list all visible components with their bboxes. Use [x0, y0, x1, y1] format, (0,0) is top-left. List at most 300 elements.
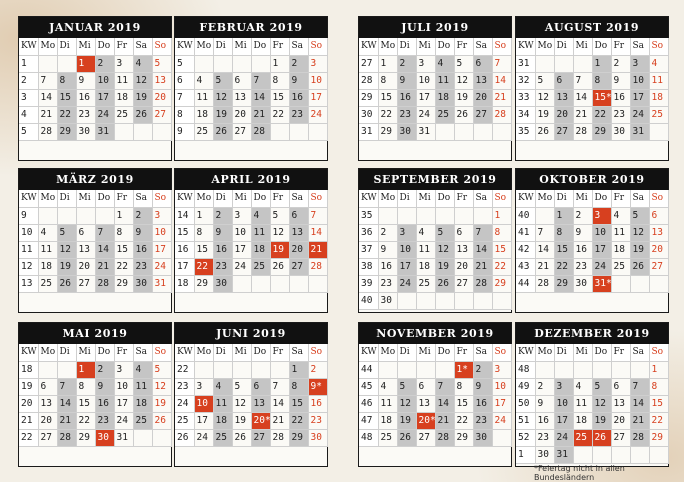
weekday-header: Mo — [378, 190, 397, 207]
week-row — [359, 361, 511, 378]
day-cell: 10 — [416, 72, 435, 89]
week-row — [175, 55, 327, 72]
day-cell: 1 — [76, 361, 95, 378]
week-row — [175, 106, 327, 123]
month-title: APRIL 2019 — [175, 169, 327, 190]
day-cell: 20 — [289, 241, 308, 258]
week-number: 18 — [175, 275, 194, 292]
day-cell: 26 — [270, 258, 289, 275]
weekday-header: So — [492, 38, 511, 55]
day-cell: 29 — [194, 275, 213, 292]
week-number: 31 — [516, 55, 535, 72]
week-number: 22 — [19, 429, 38, 446]
day-cell: 21 — [535, 258, 554, 275]
week-row — [19, 207, 171, 224]
day-cell: 20 — [473, 89, 492, 106]
day-cell: 16 — [378, 258, 397, 275]
day-cell: 21 — [573, 106, 592, 123]
month-table — [359, 344, 512, 447]
day-cell: 13 — [611, 395, 630, 412]
day-cell: 10 — [592, 224, 611, 241]
empty-day-cell — [57, 55, 76, 72]
day-cell: 17 — [114, 395, 133, 412]
day-cell: 15 — [554, 241, 573, 258]
day-cell: 20 — [152, 89, 171, 106]
empty-day-cell — [473, 123, 492, 140]
weekday-header: KW — [359, 38, 378, 55]
weekday-header: Sa — [630, 38, 649, 55]
day-cell: 17 — [630, 89, 649, 106]
day-cell: 20* — [251, 412, 270, 429]
week-number: 48 — [359, 429, 378, 446]
empty-day-cell — [416, 207, 435, 224]
day-cell: 19 — [630, 241, 649, 258]
day-cell: 7 — [535, 224, 554, 241]
day-cell: 2 — [213, 207, 232, 224]
weekday-header: Do — [251, 344, 270, 361]
day-cell: 5 — [535, 72, 554, 89]
week-row — [359, 275, 511, 292]
day-cell: 12 — [592, 395, 611, 412]
day-cell: 21 — [270, 412, 289, 429]
week-number: 47 — [359, 412, 378, 429]
day-cell: 29 — [592, 123, 611, 140]
day-cell: 16 — [289, 89, 308, 106]
week-row — [175, 361, 327, 378]
day-cell: 9 — [76, 72, 95, 89]
weekday-header: Mi — [573, 38, 592, 55]
day-cell: 31 — [95, 123, 114, 140]
day-cell: 5 — [630, 207, 649, 224]
week-number: 30 — [359, 106, 378, 123]
day-cell: 30 — [76, 123, 95, 140]
day-cell: 5 — [57, 224, 76, 241]
day-cell: 9 — [611, 72, 630, 89]
week-number: 43 — [516, 258, 535, 275]
weekday-header: Mi — [76, 38, 95, 55]
empty-day-cell — [152, 123, 171, 140]
empty-day-cell — [152, 429, 171, 446]
week-number: 11 — [19, 241, 38, 258]
day-cell: 2 — [95, 361, 114, 378]
weekday-header: Mo — [194, 38, 213, 55]
day-cell: 14 — [473, 241, 492, 258]
day-cell: 28 — [573, 123, 592, 140]
week-row — [359, 429, 511, 446]
day-cell: 4 — [194, 72, 213, 89]
day-cell: 15* — [592, 89, 611, 106]
month-title: DEZEMBER 2019 — [516, 323, 668, 344]
day-cell: 24 — [194, 429, 213, 446]
month-8 — [18, 322, 172, 467]
empty-day-cell — [416, 292, 435, 309]
day-cell: 30 — [95, 429, 114, 446]
day-cell: 15 — [270, 89, 289, 106]
weekday-header: So — [308, 38, 327, 55]
day-cell: 1 — [492, 207, 511, 224]
weekday-header: Mo — [38, 38, 57, 55]
day-cell: 11 — [133, 378, 152, 395]
week-number: 9 — [175, 123, 194, 140]
empty-day-cell — [232, 361, 251, 378]
day-cell: 9 — [473, 378, 492, 395]
empty-day-cell — [611, 446, 630, 463]
empty-day-cell — [251, 275, 270, 292]
weekday-header: Do — [435, 190, 454, 207]
day-cell: 23 — [76, 106, 95, 123]
day-cell: 22 — [454, 412, 473, 429]
week-row — [516, 55, 668, 72]
day-cell: 21 — [492, 89, 511, 106]
weekday-header: Fr — [114, 38, 133, 55]
day-cell: 25 — [114, 106, 133, 123]
week-number: 16 — [175, 241, 194, 258]
day-cell: 27 — [649, 258, 668, 275]
day-cell: 23 — [289, 106, 308, 123]
day-cell: 22 — [76, 412, 95, 429]
weekday-header: Sa — [133, 38, 152, 55]
weekday-header: Do — [592, 190, 611, 207]
week-row — [516, 207, 668, 224]
day-cell: 11 — [649, 72, 668, 89]
week-row — [516, 106, 668, 123]
day-cell: 30 — [133, 275, 152, 292]
month-7 — [515, 168, 669, 313]
week-row — [516, 123, 668, 140]
day-cell: 29 — [649, 429, 668, 446]
month-title: AUGUST 2019 — [516, 17, 668, 38]
day-cell: 5 — [152, 361, 171, 378]
week-number: 29 — [359, 89, 378, 106]
day-cell: 13 — [454, 241, 473, 258]
day-cell: 23 — [213, 258, 232, 275]
week-row — [175, 412, 327, 429]
empty-day-cell — [535, 55, 554, 72]
day-cell: 25 — [133, 412, 152, 429]
week-row — [175, 207, 327, 224]
weekday-header: Do — [592, 344, 611, 361]
empty-day-cell — [416, 361, 435, 378]
day-cell: 22 — [194, 258, 213, 275]
day-cell: 26 — [630, 258, 649, 275]
weekday-header: Fr — [454, 38, 473, 55]
day-cell: 23 — [473, 412, 492, 429]
day-cell: 18 — [649, 89, 668, 106]
day-cell: 30 — [535, 446, 554, 463]
day-cell: 4 — [378, 378, 397, 395]
day-cell: 25 — [649, 106, 668, 123]
week-row — [516, 224, 668, 241]
day-cell: 11 — [114, 72, 133, 89]
day-cell: 21 — [95, 258, 114, 275]
day-cell: 20 — [454, 258, 473, 275]
day-cell: 2 — [473, 361, 492, 378]
day-cell: 18 — [435, 89, 454, 106]
day-cell: 2 — [611, 55, 630, 72]
empty-day-cell — [38, 207, 57, 224]
day-cell: 26 — [435, 275, 454, 292]
day-cell: 5 — [397, 378, 416, 395]
empty-day-cell — [573, 55, 592, 72]
day-cell: 29 — [289, 429, 308, 446]
empty-day-cell — [38, 55, 57, 72]
empty-day-cell — [397, 361, 416, 378]
day-cell: 29 — [554, 275, 573, 292]
week-row — [359, 412, 511, 429]
day-cell: 13 — [38, 395, 57, 412]
week-number: 32 — [516, 72, 535, 89]
day-cell: 19 — [57, 258, 76, 275]
empty-day-cell — [308, 123, 327, 140]
weekday-header: Mi — [573, 344, 592, 361]
day-cell: 23 — [535, 429, 554, 446]
day-cell: 3 — [232, 207, 251, 224]
week-row — [175, 429, 327, 446]
day-cell: 4 — [435, 55, 454, 72]
week-row — [516, 72, 668, 89]
month-3 — [515, 16, 669, 161]
day-cell: 5 — [232, 378, 251, 395]
day-cell: 31 — [416, 123, 435, 140]
day-cell: 6 — [416, 378, 435, 395]
weekday-header: Di — [554, 344, 573, 361]
weekday-header: Fr — [114, 190, 133, 207]
day-cell: 19 — [270, 241, 289, 258]
week-number: 6 — [175, 72, 194, 89]
week-number: 40 — [516, 207, 535, 224]
day-cell: 24 — [492, 412, 511, 429]
day-cell: 12 — [454, 72, 473, 89]
day-cell: 2 — [573, 207, 592, 224]
week-number: 25 — [175, 412, 194, 429]
weekday-header: Fr — [454, 344, 473, 361]
day-cell: 13 — [649, 224, 668, 241]
day-cell: 7 — [435, 378, 454, 395]
week-row — [19, 224, 171, 241]
day-cell: 15 — [289, 395, 308, 412]
day-cell: 28 — [38, 123, 57, 140]
footnote: *Feiertag nicht in allen Bundesländern — [534, 464, 625, 482]
day-cell: 15 — [76, 395, 95, 412]
day-cell: 17 — [554, 412, 573, 429]
day-cell: 18 — [573, 412, 592, 429]
day-cell: 7 — [573, 72, 592, 89]
weekday-header: Do — [95, 344, 114, 361]
day-cell: 17 — [95, 89, 114, 106]
day-cell: 3 — [554, 378, 573, 395]
day-cell: 6 — [289, 207, 308, 224]
day-cell: 20 — [554, 106, 573, 123]
week-row — [175, 123, 327, 140]
weekday-header: Do — [251, 38, 270, 55]
day-cell: 19 — [152, 395, 171, 412]
day-cell: 27 — [152, 106, 171, 123]
week-row — [516, 446, 668, 463]
day-cell: 28 — [473, 275, 492, 292]
day-cell: 3 — [492, 361, 511, 378]
empty-day-cell — [592, 446, 611, 463]
day-cell: 18 — [114, 89, 133, 106]
day-cell: 16 — [611, 89, 630, 106]
day-cell: 16 — [473, 395, 492, 412]
day-cell: 5 — [270, 207, 289, 224]
day-cell: 26 — [213, 123, 232, 140]
day-cell: 12 — [57, 241, 76, 258]
day-cell: 31* — [592, 275, 611, 292]
day-cell: 11 — [213, 395, 232, 412]
week-row — [19, 429, 171, 446]
weekday-header: Mi — [76, 190, 95, 207]
day-cell: 24 — [95, 106, 114, 123]
week-row — [516, 275, 668, 292]
day-cell: 27 — [289, 258, 308, 275]
week-number: 48 — [516, 361, 535, 378]
week-number: 19 — [19, 378, 38, 395]
day-cell: 23 — [397, 106, 416, 123]
day-cell: 21 — [251, 106, 270, 123]
day-cell: 22 — [270, 106, 289, 123]
day-cell: 26 — [152, 412, 171, 429]
week-row — [516, 378, 668, 395]
day-cell: 10 — [194, 395, 213, 412]
empty-day-cell — [573, 446, 592, 463]
day-cell: 8 — [76, 378, 95, 395]
week-row — [175, 395, 327, 412]
day-cell: 6 — [38, 378, 57, 395]
day-cell: 31 — [630, 123, 649, 140]
day-cell: 2 — [397, 55, 416, 72]
day-cell: 7 — [38, 72, 57, 89]
day-cell: 26 — [454, 106, 473, 123]
week-number: 28 — [359, 72, 378, 89]
day-cell: 1 — [76, 55, 95, 72]
week-row — [19, 106, 171, 123]
empty-day-cell — [611, 275, 630, 292]
weekday-header: Mo — [378, 344, 397, 361]
day-cell: 6 — [554, 72, 573, 89]
day-cell: 31 — [554, 446, 573, 463]
day-cell: 12 — [397, 395, 416, 412]
week-number: 21 — [19, 412, 38, 429]
empty-day-cell — [454, 123, 473, 140]
empty-day-cell — [592, 361, 611, 378]
day-cell: 2 — [133, 207, 152, 224]
day-cell: 1 — [194, 207, 213, 224]
day-cell: 6 — [611, 378, 630, 395]
empty-day-cell — [57, 361, 76, 378]
weekday-header: KW — [516, 344, 535, 361]
month-title: JUNI 2019 — [175, 323, 327, 344]
day-cell: 4 — [251, 207, 270, 224]
day-cell: 2 — [308, 361, 327, 378]
weekday-header: Sa — [289, 190, 308, 207]
weekday-header: Fr — [454, 190, 473, 207]
day-cell: 12 — [133, 72, 152, 89]
day-cell: 17 — [397, 258, 416, 275]
day-cell: 10 — [492, 378, 511, 395]
day-cell: 12 — [270, 224, 289, 241]
day-cell: 2 — [378, 224, 397, 241]
day-cell: 24 — [308, 106, 327, 123]
empty-day-cell — [630, 275, 649, 292]
day-cell: 28 — [57, 429, 76, 446]
month-title: SEPTEMBER 2019 — [359, 169, 511, 190]
day-cell: 10 — [152, 224, 171, 241]
weekday-header: Sa — [473, 344, 492, 361]
day-cell: 25 — [194, 123, 213, 140]
week-row — [19, 55, 171, 72]
day-cell: 27 — [38, 429, 57, 446]
weekday-header: Mo — [38, 344, 57, 361]
empty-day-cell — [95, 207, 114, 224]
day-cell: 11 — [194, 89, 213, 106]
day-cell: 4 — [133, 55, 152, 72]
week-number: 38 — [359, 258, 378, 275]
week-number: 52 — [516, 429, 535, 446]
week-row — [175, 378, 327, 395]
day-cell: 14 — [57, 395, 76, 412]
weekday-header: Mi — [232, 344, 251, 361]
day-cell: 16 — [133, 241, 152, 258]
weekday-header: Fr — [270, 190, 289, 207]
day-cell: 27 — [232, 123, 251, 140]
empty-day-cell — [397, 207, 416, 224]
day-cell: 25 — [611, 258, 630, 275]
weekday-header: Di — [213, 190, 232, 207]
day-cell: 16 — [308, 395, 327, 412]
week-row — [19, 378, 171, 395]
day-cell: 7 — [270, 378, 289, 395]
day-cell: 17 — [152, 241, 171, 258]
week-number: 1 — [19, 55, 38, 72]
week-row — [359, 72, 511, 89]
day-cell: 15 — [378, 89, 397, 106]
month-table — [19, 38, 172, 141]
month-2 — [358, 16, 512, 161]
day-cell: 12 — [232, 395, 251, 412]
day-cell: 12 — [213, 89, 232, 106]
week-number: 10 — [19, 224, 38, 241]
weekday-header: Di — [213, 344, 232, 361]
day-cell: 26 — [133, 106, 152, 123]
empty-day-cell — [57, 207, 76, 224]
day-cell: 22 — [554, 258, 573, 275]
day-cell: 1* — [454, 361, 473, 378]
empty-day-cell — [554, 55, 573, 72]
week-number: 14 — [175, 207, 194, 224]
weekday-header: So — [152, 344, 171, 361]
day-cell: 5 — [454, 55, 473, 72]
day-cell: 23 — [95, 412, 114, 429]
day-cell: 1 — [114, 207, 133, 224]
day-cell: 8 — [194, 224, 213, 241]
weekday-header: Sa — [133, 190, 152, 207]
day-cell: 20 — [611, 412, 630, 429]
week-row — [516, 89, 668, 106]
day-cell: 28 — [435, 429, 454, 446]
day-cell: 19 — [213, 106, 232, 123]
weekday-header: So — [152, 38, 171, 55]
day-cell: 4 — [573, 378, 592, 395]
day-cell: 2 — [95, 55, 114, 72]
weekday-header: Mi — [416, 38, 435, 55]
month-table — [19, 344, 172, 447]
week-row — [359, 55, 511, 72]
day-cell: 21 — [38, 106, 57, 123]
day-cell: 10 — [630, 72, 649, 89]
week-number: 20 — [19, 395, 38, 412]
week-number: 26 — [175, 429, 194, 446]
